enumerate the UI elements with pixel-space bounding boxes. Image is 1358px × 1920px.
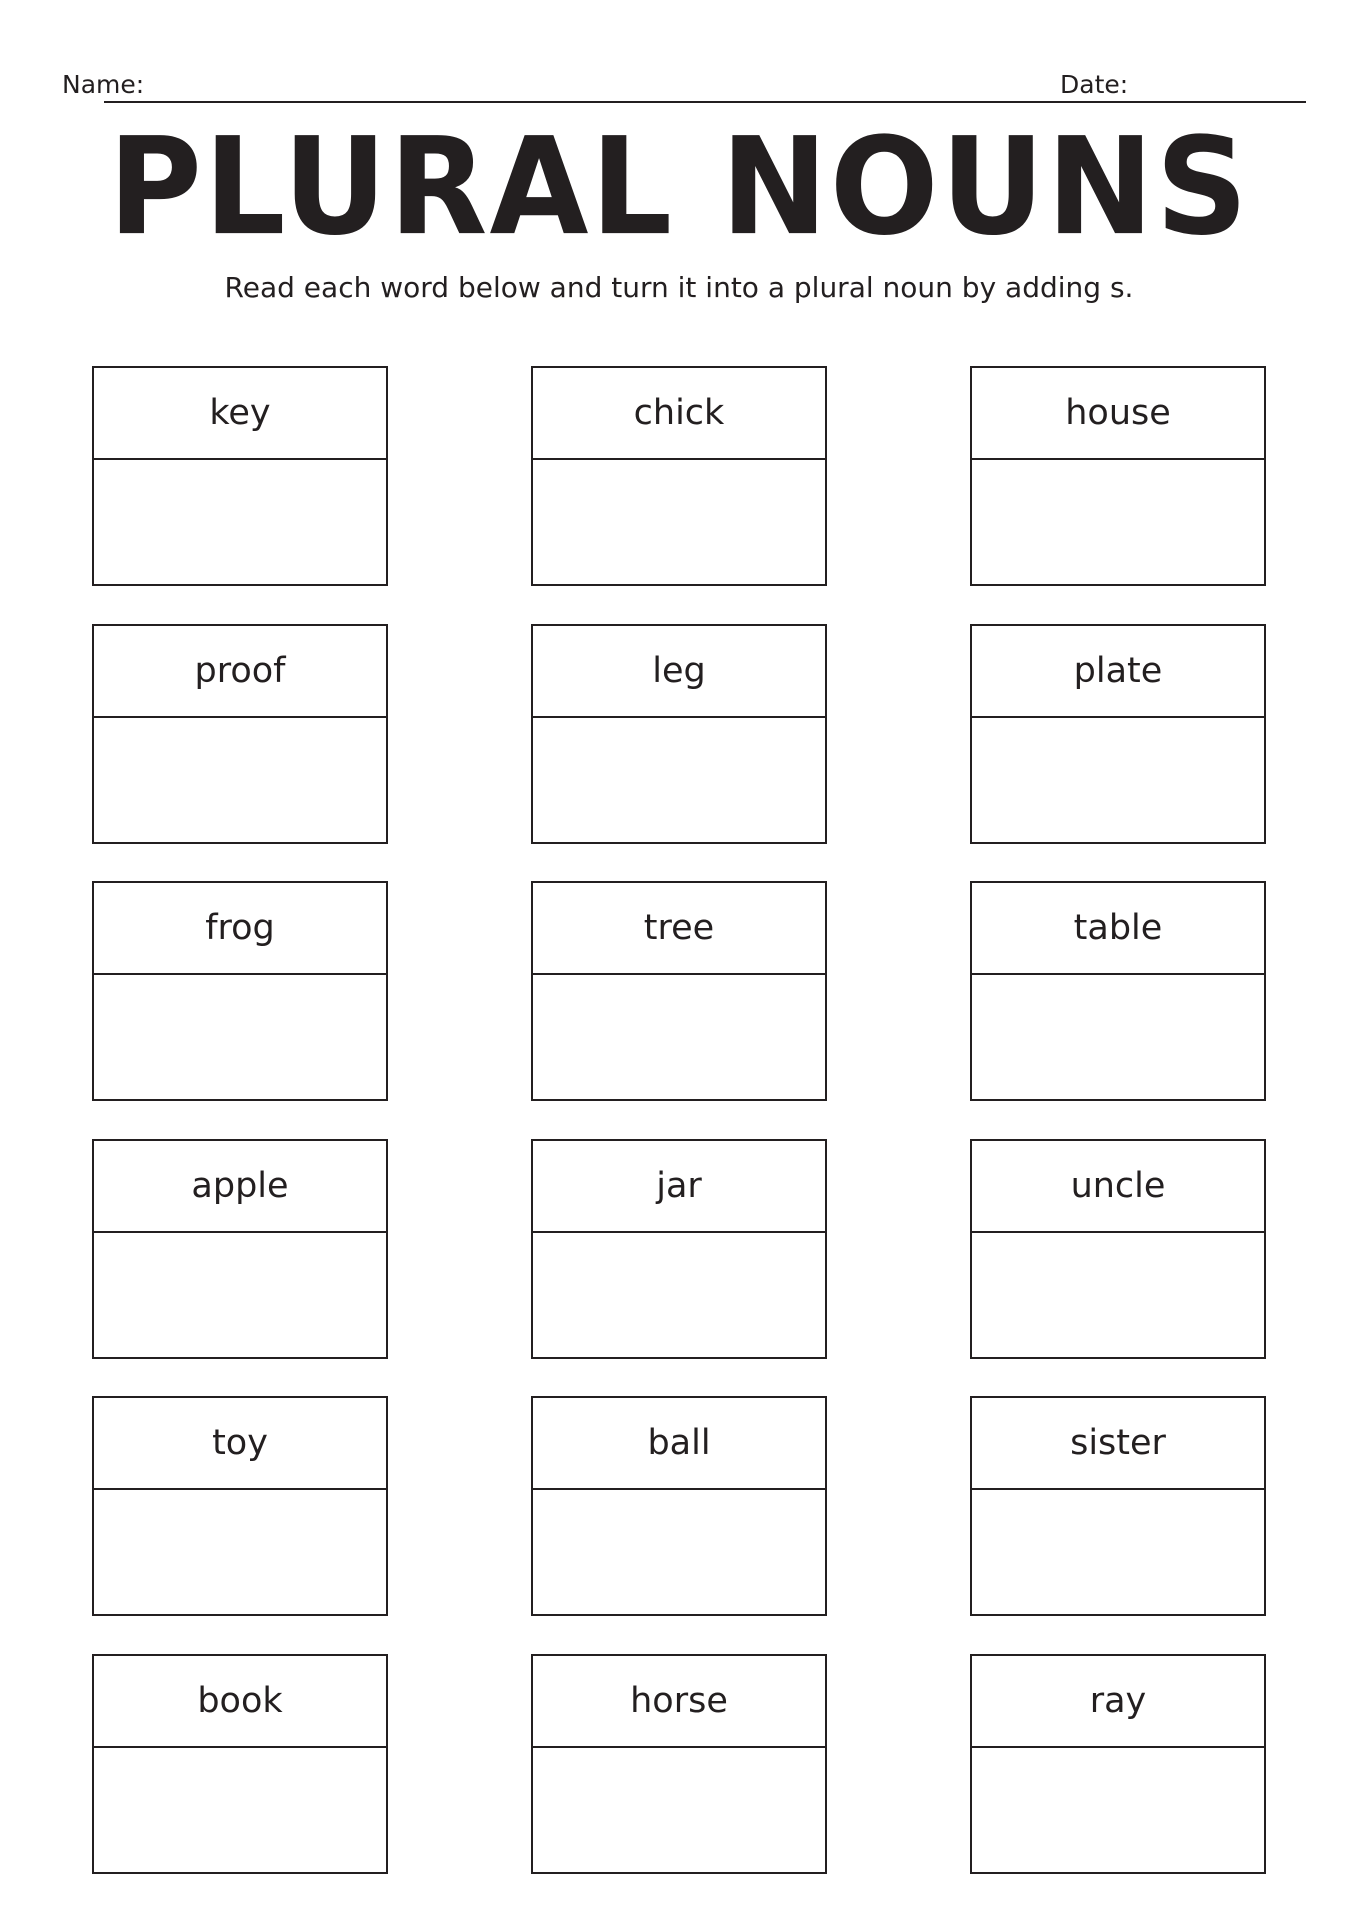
- answer-box[interactable]: [94, 975, 386, 1099]
- answer-box[interactable]: [533, 1233, 825, 1357]
- answer-box[interactable]: [972, 460, 1264, 584]
- card-word: key: [94, 368, 386, 460]
- card-word: toy: [94, 1398, 386, 1490]
- word-card: [92, 624, 388, 844]
- answer-box[interactable]: [533, 460, 825, 584]
- card-word: frog: [94, 883, 386, 975]
- word-card: [92, 1654, 388, 1874]
- word-card: [970, 1139, 1266, 1359]
- card-word: tree: [533, 883, 825, 975]
- answer-box[interactable]: [94, 1490, 386, 1614]
- word-card: [970, 624, 1266, 844]
- word-card: [92, 881, 388, 1101]
- card-word: uncle: [972, 1141, 1264, 1233]
- card-word: jar: [533, 1141, 825, 1233]
- card-word: leg: [533, 626, 825, 718]
- answer-box[interactable]: [533, 718, 825, 842]
- answer-box[interactable]: [972, 975, 1264, 1099]
- card-word: table: [972, 883, 1264, 975]
- answer-box[interactable]: [972, 1233, 1264, 1357]
- card-word: book: [94, 1656, 386, 1748]
- word-card: [531, 624, 827, 844]
- answer-box[interactable]: [94, 718, 386, 842]
- card-word: house: [972, 368, 1264, 460]
- word-card: [92, 366, 388, 586]
- answer-box[interactable]: [94, 460, 386, 584]
- word-card: [970, 1396, 1266, 1616]
- word-card: [531, 1654, 827, 1874]
- card-word: ray: [972, 1656, 1264, 1748]
- card-word: horse: [533, 1656, 825, 1748]
- name-label: Name:: [62, 70, 145, 99]
- answer-box[interactable]: [972, 718, 1264, 842]
- answer-box[interactable]: [533, 975, 825, 1099]
- answer-box[interactable]: [94, 1748, 386, 1872]
- card-word: apple: [94, 1141, 386, 1233]
- card-word: proof: [94, 626, 386, 718]
- answer-box[interactable]: [533, 1748, 825, 1872]
- word-card: [531, 881, 827, 1101]
- word-card: [970, 881, 1266, 1101]
- page-title: PLURAL NOUNS: [108, 109, 1250, 266]
- instructions-text: Read each word below and turn it into a plural noun by adding s.: [224, 271, 1134, 304]
- word-card: [531, 1139, 827, 1359]
- word-card: [970, 366, 1266, 586]
- word-card: [92, 1396, 388, 1616]
- answer-box[interactable]: [972, 1490, 1264, 1614]
- word-card: [970, 1654, 1266, 1874]
- answer-box[interactable]: [972, 1748, 1264, 1872]
- card-word: plate: [972, 626, 1264, 718]
- word-card: [531, 1396, 827, 1616]
- word-card: [531, 366, 827, 586]
- card-word: chick: [533, 368, 825, 460]
- word-card: [92, 1139, 388, 1359]
- card-word: ball: [533, 1398, 825, 1490]
- date-label: Date:: [1060, 70, 1129, 99]
- answer-box[interactable]: [94, 1233, 386, 1357]
- card-word: sister: [972, 1398, 1264, 1490]
- answer-box[interactable]: [533, 1490, 825, 1614]
